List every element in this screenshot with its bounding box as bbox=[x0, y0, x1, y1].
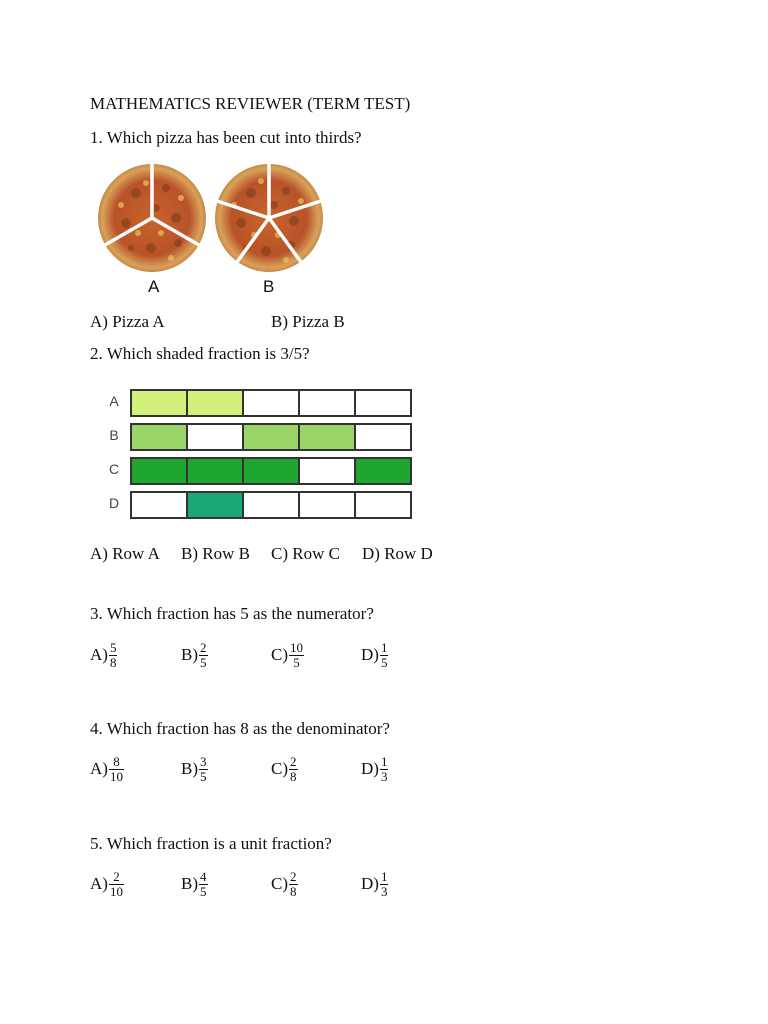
denominator: 8 bbox=[290, 768, 297, 784]
pizza-images bbox=[96, 163, 336, 303]
denominator: 8 bbox=[109, 654, 117, 670]
fraction bbox=[109, 870, 124, 899]
numerator: 3 bbox=[200, 753, 207, 769]
q5-option-c bbox=[271, 864, 298, 904]
bar-cell bbox=[356, 493, 410, 517]
fraction bbox=[380, 755, 389, 784]
q4-option-b bbox=[181, 749, 208, 789]
bar-cell bbox=[300, 391, 356, 415]
bar-cell bbox=[244, 493, 300, 517]
q5-option-a bbox=[90, 864, 124, 904]
page-title: MATHEMATICS REVIEWER (TERM TEST) bbox=[90, 94, 411, 113]
bar-cell bbox=[244, 459, 300, 483]
q3-option-d bbox=[361, 635, 388, 675]
fraction bbox=[380, 641, 389, 670]
pizza-label-a: A bbox=[148, 277, 160, 296]
denominator: 5 bbox=[200, 654, 207, 670]
row-label: D bbox=[108, 495, 120, 511]
option-letter: C) bbox=[271, 645, 288, 664]
fraction bbox=[380, 870, 389, 899]
numerator: 2 bbox=[290, 753, 297, 769]
option-letter: A) bbox=[90, 759, 108, 778]
q1-option-a: A) Pizza A bbox=[90, 312, 165, 331]
bar-row-c bbox=[106, 457, 426, 485]
numerator: 1 bbox=[380, 639, 388, 655]
q2-option-b: B) Row B bbox=[181, 544, 250, 563]
q5-option-d bbox=[361, 864, 388, 904]
bar-cells bbox=[130, 389, 412, 417]
bar-cell bbox=[188, 459, 244, 483]
option-letter: D) bbox=[361, 874, 379, 893]
fraction bbox=[289, 641, 304, 670]
bar-row-d bbox=[106, 491, 426, 519]
denominator: 5 bbox=[200, 768, 207, 784]
bar-cell bbox=[188, 493, 244, 517]
option-letter: A) bbox=[90, 874, 108, 893]
option-letter: D) bbox=[361, 759, 379, 778]
numerator: 8 bbox=[113, 753, 120, 769]
question-4: 4. Which fraction has 8 as the denominator? bbox=[90, 719, 390, 738]
q3-option-c bbox=[271, 635, 304, 675]
q2-option-a: A) Row A bbox=[90, 544, 160, 563]
q4-options bbox=[90, 749, 510, 789]
numerator: 1 bbox=[380, 868, 388, 884]
pizza-b bbox=[215, 164, 323, 272]
row-label: C bbox=[108, 461, 120, 477]
bar-cell bbox=[188, 425, 244, 449]
q4-option-a bbox=[90, 749, 124, 789]
bar-cell bbox=[356, 391, 410, 415]
bar-cells bbox=[130, 423, 412, 451]
fraction bbox=[289, 870, 298, 899]
numerator: 2 bbox=[290, 868, 297, 884]
fraction bbox=[199, 755, 208, 784]
bar-cell bbox=[356, 459, 410, 483]
pizza-a bbox=[98, 164, 206, 272]
bar-cell bbox=[300, 459, 356, 483]
q4-option-c bbox=[271, 749, 298, 789]
bar-cell bbox=[356, 425, 410, 449]
bar-cells bbox=[130, 491, 412, 519]
q3-option-a bbox=[90, 635, 117, 675]
pizza-label-b: B bbox=[263, 277, 275, 296]
numerator: 2 bbox=[113, 868, 120, 884]
bar-cell bbox=[244, 425, 300, 449]
bar-cell bbox=[132, 493, 188, 517]
numerator: 1 bbox=[380, 753, 388, 769]
fraction bbox=[289, 755, 298, 784]
option-letter: A) bbox=[90, 645, 108, 664]
bar-cell bbox=[300, 425, 356, 449]
bar-cell bbox=[244, 391, 300, 415]
q5-options bbox=[90, 864, 510, 904]
numerator: 2 bbox=[200, 639, 207, 655]
fraction bbox=[199, 641, 208, 670]
question-2: 2. Which shaded fraction is 3/5? bbox=[90, 344, 310, 363]
q5-option-b bbox=[181, 864, 208, 904]
option-letter: C) bbox=[271, 759, 288, 778]
row-label: A bbox=[109, 393, 119, 409]
q2-option-d: D) Row D bbox=[362, 544, 433, 563]
numerator: 4 bbox=[200, 868, 207, 884]
fraction bbox=[109, 641, 118, 670]
question-5: 5. Which fraction is a unit fraction? bbox=[90, 834, 332, 853]
bar-cell bbox=[132, 391, 188, 415]
bar-cell bbox=[132, 425, 188, 449]
option-letter: B) bbox=[181, 874, 198, 893]
fraction bbox=[109, 755, 124, 784]
denominator: 5 bbox=[380, 654, 388, 670]
row-label: B bbox=[109, 427, 119, 443]
question-3: 3. Which fraction has 5 as the numerator? bbox=[90, 604, 374, 623]
numerator: 5 bbox=[109, 639, 117, 655]
bar-cell bbox=[188, 391, 244, 415]
denominator: 3 bbox=[380, 768, 388, 784]
numerator: 10 bbox=[290, 639, 303, 655]
denominator: 5 bbox=[293, 654, 300, 670]
bar-row-a bbox=[106, 389, 426, 417]
option-letter: C) bbox=[271, 874, 288, 893]
fraction bbox=[199, 870, 208, 899]
denominator: 8 bbox=[290, 883, 297, 899]
q1-option-b: B) Pizza B bbox=[271, 312, 345, 331]
question-1: 1. Which pizza has been cut into thirds? bbox=[90, 128, 362, 147]
denominator: 5 bbox=[200, 883, 207, 899]
bar-cell bbox=[132, 459, 188, 483]
denominator: 10 bbox=[109, 883, 123, 899]
q2-option-c: C) Row C bbox=[271, 544, 340, 563]
bar-row-b bbox=[106, 423, 426, 451]
pizza-figure bbox=[96, 163, 336, 303]
denominator: 10 bbox=[109, 768, 123, 784]
denominator: 3 bbox=[380, 883, 388, 899]
bar-cells bbox=[130, 457, 412, 485]
q4-option-d bbox=[361, 749, 388, 789]
q3-options bbox=[90, 635, 510, 675]
bar-cell bbox=[300, 493, 356, 517]
q3-option-b bbox=[181, 635, 208, 675]
option-letter: B) bbox=[181, 645, 198, 664]
option-letter: D) bbox=[361, 645, 379, 664]
option-letter: B) bbox=[181, 759, 198, 778]
